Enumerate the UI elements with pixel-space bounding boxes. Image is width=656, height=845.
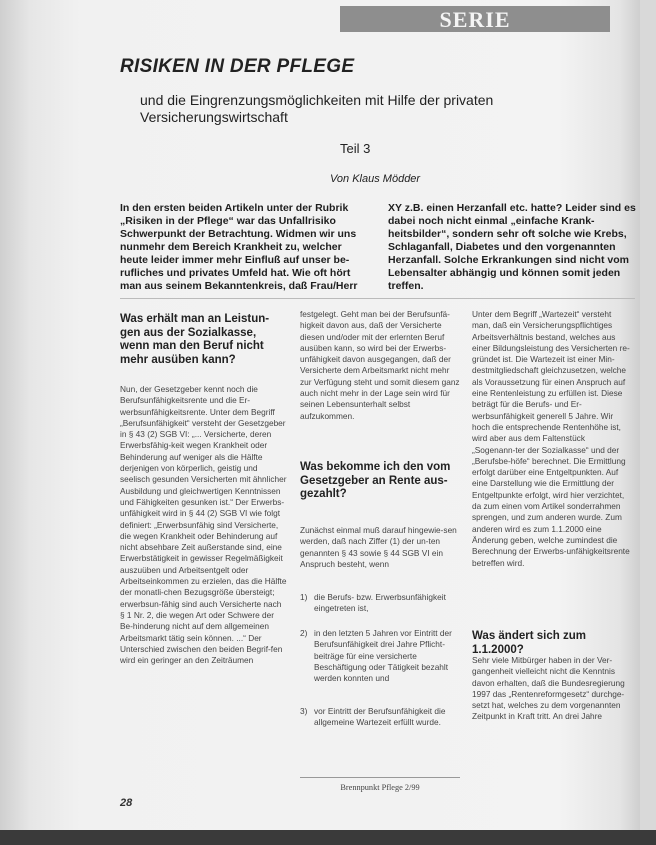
author-byline: Von Klaus Mödder [330, 173, 421, 185]
intro-paragraph-left: In den ersten beiden Artikeln unter der Rubrik „Risiken in der Pflege“ war das Unfallrisiko Schwerpunkt der Betrachtung. Widmen wir uns nunmehr dem Bereich Krankheit zu, welcher heute leider immer mehr Einfluß auf unser be-rufliches und privates Umfeld hat. Wie oft hört man aus seinem Bekanntenkreis, daß Frau/Herr [120, 202, 358, 292]
intro-divider [120, 298, 635, 299]
page-number: 28 [120, 797, 133, 809]
list-item-text: die Berufs- bzw. Erwerbsunfähigkeit eingetreten ist, [314, 592, 446, 614]
list-item-number: 3) [300, 706, 308, 716]
column1-text: Nun, der Gesetzgeber kennt noch die Berufsunfähigkeitsrente und die Er-werbsunfähigkeitsrente. Unter dem Begriff „Berufsunfähigkeit“ versteht der Gesetzgeber in § 43 (2) SGB VI: „... Versicherte, deren Erwerbsfähig-keit wegen Krankheit oder Behinderung auf weniger als die Hälfte derjenigen von körperlich, geistig und seelisch gesunden Versicherten mit ähnlicher Ausbildung und gleichwertigen Kenntnissen und Fähigkeiten gesunken ist.“ Der Erwerbs-unfähigkeit wird in § 44 (2) SGB VI wie folgt definiert: „Erwerbsunfähig sind Versicherte, die wegen Krankheit oder Behinderung auf nicht absehbare Zeit außerstande sind, eine Erwerbstätigkeit in gewisser Regelmäßigkeit auszuüben und Arbeitsentgelt oder Arbeitseinkommen zu erzielen, das die Hälfte der monatli-chen Bezugsgröße übersteigt; erwerbsun-fähig sind auch Versicherte nach § 1 Nr. 2, die wegen Art oder Schwere der Be-hinderung nicht auf dem allgemeinen Arbeitsmarkt tätig sein können. ...“ Der Unterschied zwischen den beiden Begrif-fen wird ein geringer an den Zeiträumen [120, 384, 287, 666]
scan-bottom-edge [0, 830, 656, 845]
list-item-number: 2) [300, 628, 308, 638]
column3-text-top: Unter dem Begriff „Wartezeit“ versteht man, daß ein Versicherungspflichtiges Arbeitsverhältnis bestand, welches aus einer Bildungsleistung des Versicherten re-gründet ist. Die Wartezeit ist einer Min-destmitgliedschaft gleichzusetzen, welche als Voraussetzung für einen Anspruch auf eine Rentenleistung zu erfüllen ist. Diese beträgt für die Berufs- und Er-werbsunfähigkeit generell 5 Jahre. Wir hoch die entsprechende Rentenhöhe ist, wird aber aus dem Faltenstück „Sogenann-ter der Sozialkasse“ und der „Berufsbe-höfe“ berechnet. Die Ermittlung erfolgt darüber eine Entgeltpunkten. Auf eine Darstellung wie die Ermittlung der Entgeltpunkte erfolgt, wird hier verzichtet, da zum einen vom Artikel sonderrahmen sprengen, und zum anderen wurde. Zum anderen wird es zum 1.1.2000 eine Änderung geben, welche zumindest die Berechnung der Erwerbs-unfähigkeitsrente betreffen wird. [472, 309, 630, 568]
article-title: RISIKEN IN DER PFLEGE [120, 56, 355, 77]
list-item-text: vor Eintritt der Berufsunfähigkeit die allgemeine Wartezeit erfüllt wurde. [314, 706, 446, 728]
journal-footer: Brennpunkt Pflege 2/99 [340, 783, 420, 792]
column2-heading: Was bekomme ich den vom Gesetzgeber an Rente aus-gezahlt? [300, 461, 451, 500]
series-label: SERIE [439, 7, 511, 32]
column3-heading: Was ändert sich zum 1.1.2000? [472, 630, 586, 656]
article-subtitle: und die Eingrenzungsmöglichkeiten mit Hilfe der privaten Versicherungswirtschaft [140, 92, 494, 125]
column3-text-bottom: Sehr viele Mitbürger haben in der Ver-gangenheit vielleicht nicht die Kenntnis davon erhalten, daß die Bundesregierung 1997 das „Rentenreformgesetz“ durchge-setzt hat, welches zu dem vorgenannten Zeitpunkt in Kraft tritt. An drei Jahre [472, 655, 625, 722]
series-banner [340, 6, 610, 32]
list-item-text: in den letzten 5 Jahren vor Eintritt der Berufsunfähigkeit drei Jahre Pflicht-beiträge für eine versicherte Beschäftigung oder Tätigkeit bezahlt werden konnten und [314, 628, 452, 684]
list-item-number: 1) [300, 592, 308, 602]
page-edge-shadow [640, 0, 656, 845]
footer-divider [300, 777, 460, 778]
column2-text-top: festgelegt. Geht man bei der Berufsunfä-higkeit davon aus, daß der Versicherte diesen und/oder mit der erlernten Beruf ausüben kann, so wird bei der Erwerbs-unfähigkeit davon ausgegangen, daß der Versicherte dem Arbeitsmarkt nicht mehr zur Verfügung steht und somit diesem ganz auch nicht mehr in der Lage sein wird für seinen Lebensunterhalt selbst aufzukommen. [300, 309, 460, 421]
column2-text-mid: Zunächst einmal muß darauf hingewie-sen werden, daß nach Ziffer (1) der un-ten genannten § 43 sowie § 44 SGB VI ein Anspruch besteht, wenn [300, 525, 457, 569]
part-label: Teil 3 [340, 141, 371, 156]
column1-heading: Was erhält man an Leistun-gen aus der Sozialkasse, wenn man den Beruf nicht mehr ausüben kann? [120, 313, 270, 366]
intro-paragraph-right: XY z.B. einen Herzanfall etc. hatte? Leider sind es dabei noch nicht einmal „einfache Krank-heitsbilder“, sondern sehr oft solche wie Krebs, Schlaganfall, Diabetes und den vorgenannten Herzanfall. Solche Erkrankungen sind nicht vom Lebensalter abhängig und können somit jeden treffen. [388, 202, 636, 292]
